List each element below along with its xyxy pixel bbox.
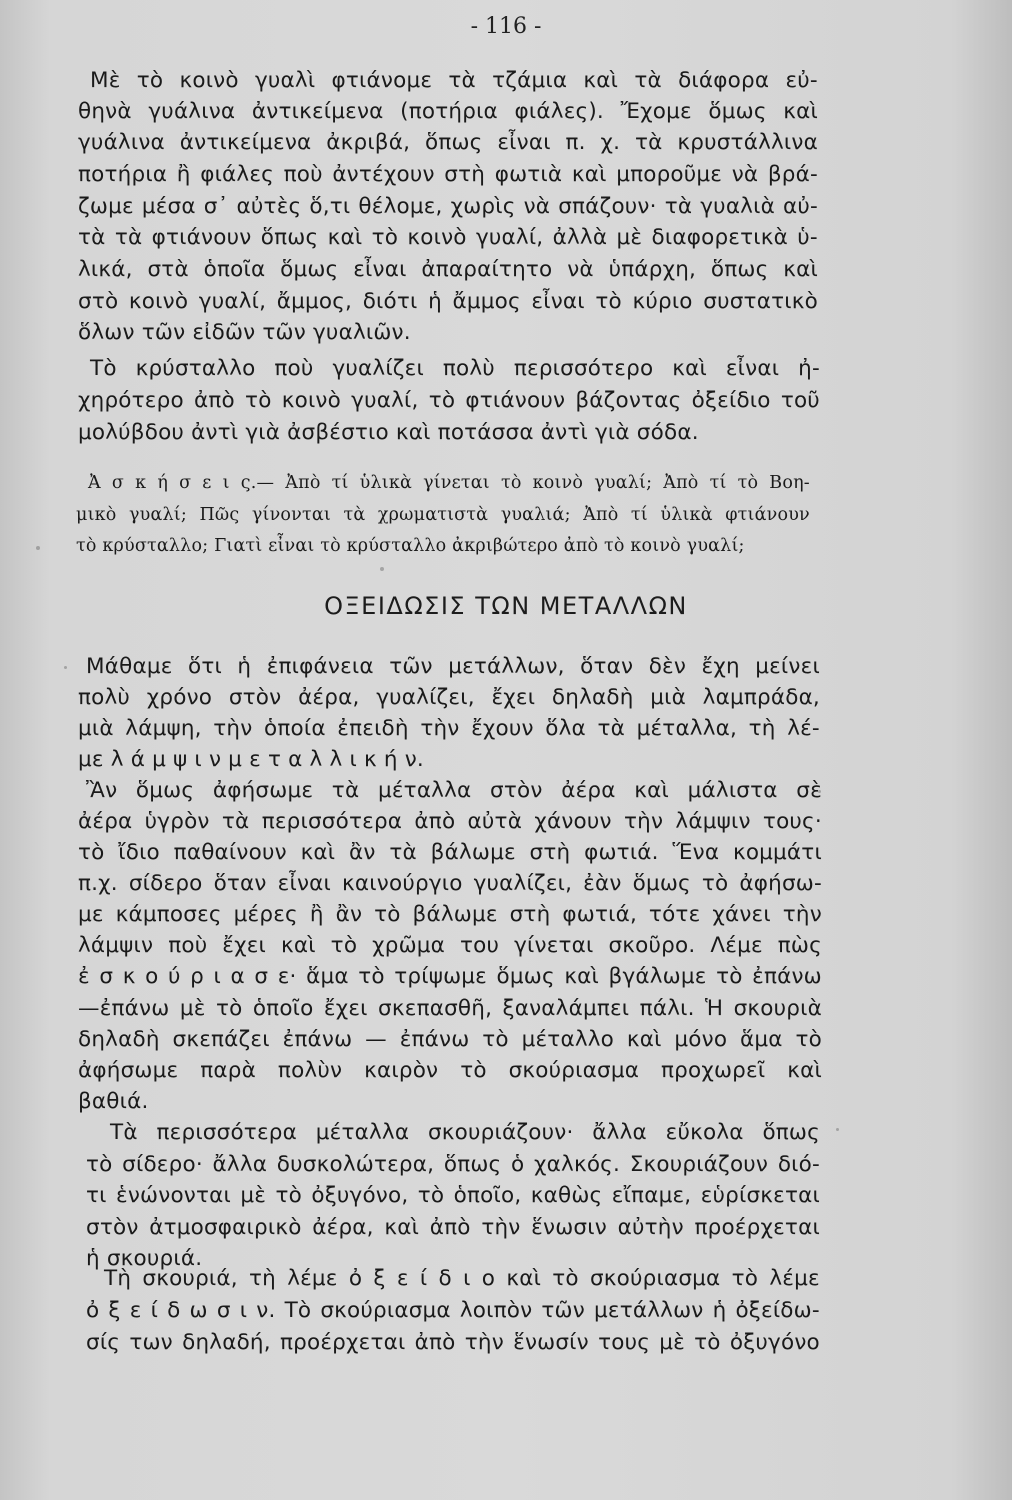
text-line: γυάλινα ἀντικείμενα ἀκριβά, ὅπως εἶναι π. χ. τὰ κρυστάλλινα xyxy=(78,130,818,155)
scan-speck xyxy=(380,567,384,571)
text-line: βαθιά. xyxy=(78,1089,149,1114)
text-line: τὰ τὰ φτιάνουν ὅπως καὶ τὸ κοινὸ γυαλί, ἀλλὰ μὲ διαφορετικὰ ὑ- xyxy=(78,225,818,250)
text-line: ἐ σ κ ο ύ ρ ι α σ ε· ἅμα τὸ τρίψωμε ὅμως καὶ βγάλωμε τὸ ἐπάνω xyxy=(78,964,822,989)
text-line: ζωμε μέσα σ᾿ αὐτὲς ὅ,τι θέλομε, χωρὶς νὰ σπάζουν· τὰ γυαλιὰ αὐ- xyxy=(78,194,818,219)
text-line: Τὸ κρύσταλλο ποὺ γυαλίζει πολὺ περισσότερο καὶ εἶναι ἠ- xyxy=(90,356,820,381)
text-line: μιὰ λάμψη, τὴν ὁποία ἐπειδὴ τὴν ἔχουν ὅλα τὰ μέταλλα, τὴ λέ- xyxy=(78,716,820,741)
text-line: ἀέρα ὑγρὸν τὰ περισσότερα ἀπὸ αὐτὰ χάνουν τὴν λάμψιν τους· xyxy=(78,809,822,834)
text-line: ὅλων τῶν εἰδῶν τῶν γυαλιῶν. xyxy=(78,320,411,345)
text-line: πολὺ χρόνο στὸν ἀέρα, γυαλίζει, ἔχει δηλαδὴ μιὰ λαμπράδα, xyxy=(78,685,820,710)
text-line: θηνὰ γυάλινα ἀντικείμενα (ποτήρια φιάλες). Ἔχομε ὅμως καὶ xyxy=(78,99,818,124)
text-line: σίς των δηλαδή, προέρχεται ἀπὸ τὴν ἕνωσίν τους μὲ τὸ ὀξυγόνο xyxy=(86,1330,820,1355)
text-line: ὀ ξ ε ί δ ω σ ι ν. Τὸ σκούριασμα λοιπὸν τῶν μετάλλων ἡ ὀξείδω- xyxy=(86,1298,820,1323)
text-line: ποτήρια ἢ φιάλες ποὺ ἀντέχουν στὴ φωτιὰ καὶ μποροῦμε νὰ βρά- xyxy=(78,162,818,187)
text-line: στὸ κοινὸ γυαλί, ἄμμος, διότι ἡ ἄμμος εἶναι τὸ κύριο συστατικὸ xyxy=(78,289,818,314)
text-line: Μάθαμε ὅτι ἡ ἐπιφάνεια τῶν μετάλλων, ὅταν δὲν ἔχη μείνει xyxy=(86,654,820,679)
scan-speck xyxy=(836,1128,839,1131)
text-line: π.χ. σίδερο ὅταν εἶναι καινούργιο γυαλίζει, ἐὰν ὅμως τὸ ἀφήσω- xyxy=(78,871,822,896)
text-line: μολύβδου ἀντὶ γιὰ ἀσβέστιο καὶ ποτάσσα ἀντὶ γιὰ σόδα. xyxy=(78,420,699,445)
text-line: στὸν ἀτμοσφαιρικὸ ἀέρα, καὶ ἀπὸ τὴν ἕνωσιν αὐτὴν προέρχεται xyxy=(86,1215,820,1240)
section-heading: ΟΞΕΙΔΩΣΙΣ ΤΩΝ ΜΕΤΑΛΛΩΝ xyxy=(324,592,688,620)
text-line: ἀφήσωμε παρὰ πολὺν καιρὸν τὸ σκούριασμα προχωρεῖ καὶ xyxy=(78,1058,822,1083)
scan-speck xyxy=(64,666,67,669)
page-number: - 116 - xyxy=(470,14,542,39)
text-line: Τὴ σκουριά, τὴ λέμε ὀ ξ ε ί δ ι ο καὶ τὸ σκούριασμα τὸ λέμε xyxy=(104,1266,820,1291)
text-line: με λ ά μ ψ ι ν μ ε τ α λ λ ι κ ή ν. xyxy=(78,747,424,772)
text-line: μικὸ γυαλί; Πῶς γίνονται τὰ χρωματιστὰ γυαλιά; Ἀπὸ τί ὑλικὰ φτιάνουν xyxy=(76,505,810,525)
text-line: Ἂν ὅμως ἀφήσωμε τὰ μέταλλα στὸν ἀέρα καὶ μάλιστα σὲ xyxy=(86,778,822,803)
scan-speck xyxy=(36,546,40,550)
text-line: —ἐπάνω μὲ τὸ ὁποῖο ἔχει σκεπασθῆ, ξαναλάμπει πάλι. Ἡ σκουριὰ xyxy=(78,996,822,1021)
text-line: τι ἑνώνονται μὲ τὸ ὀξυγόνο, τὸ ὁποῖο, καθὼς εἴπαμε, εὑρίσκεται xyxy=(86,1183,820,1208)
text-line: λικά, στὰ ὁποῖα ὅμως εἶναι ἀπαραίτητο νὰ ὑπάρχη, ὅπως καὶ xyxy=(78,257,818,282)
text-line: χηρότερο ἀπὸ τὸ κοινὸ γυαλί, τὸ φτιάνουν βάζοντας ὀξείδιο τοῦ xyxy=(78,388,820,413)
text-line: ἡ σκουριά. xyxy=(86,1246,203,1271)
scan-speck xyxy=(818,790,821,793)
text-line: λάμψιν ποὺ ἔχει καὶ τὸ χρῶμα του γίνεται σκοῦρο. Λέμε πὼς xyxy=(78,933,822,958)
text-line: τὸ κρύσταλλο; Γιατὶ εἶναι τὸ κρύσταλλο ἀκριβώτερο ἀπὸ τὸ κοινὸ γυαλί; xyxy=(76,536,745,556)
text-line: Τὰ περισσότερα μέταλλα σκουριάζουν· ἄλλα εὔκολα ὅπως xyxy=(110,1120,820,1145)
text-line: με κάμποσες μέρες ἢ ἂν τὸ βάλωμε στὴ φωτιά, τότε χάνει τὴν xyxy=(78,902,822,927)
text-line: Μὲ τὸ κοινὸ γυαλὶ φτιάνομε τὰ τζάμια καὶ τὰ διάφορα εὐ- xyxy=(90,68,818,93)
text-line: τὸ ἴδιο παθαίνουν καὶ ἂν τὰ βάλωμε στὴ φωτιά. Ἕνα κομμάτι xyxy=(78,840,822,865)
text-line: δηλαδὴ σκεπάζει ἐπάνω — ἐπάνω τὸ μέταλλο καὶ μόνο ἅμα τὸ xyxy=(78,1027,822,1052)
text-line: Ἀ σ κ ή σ ε ι ς.— Ἀπὸ τί ὑλικὰ γίνεται τὸ κοινὸ γυαλί; Ἀπὸ τί τὸ Βοη- xyxy=(88,473,810,493)
text-line: τὸ σίδερο· ἄλλα δυσκολώτερα, ὅπως ὁ χαλκός. Σκουριάζουν διό- xyxy=(86,1152,820,1177)
